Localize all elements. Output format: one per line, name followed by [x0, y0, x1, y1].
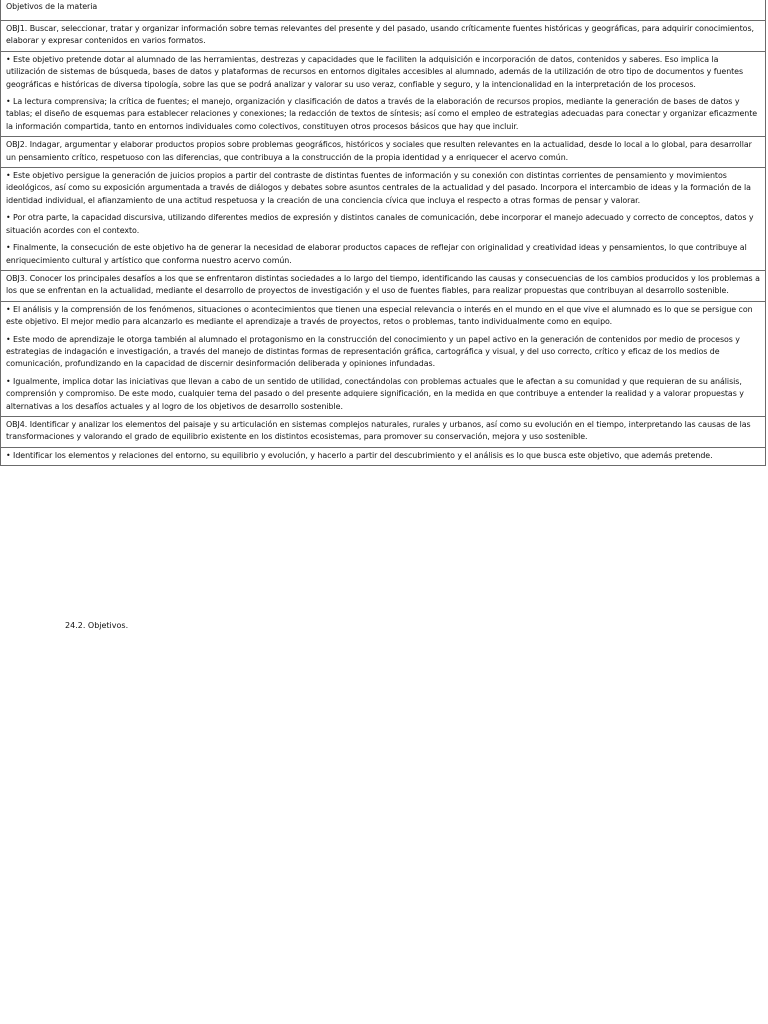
table-row [1, 137, 765, 168]
table-row [1, 417, 765, 448]
table-header [1, 0, 765, 21]
table-row [1, 21, 765, 52]
objectives-table [0, 0, 766, 466]
table-row [1, 271, 765, 302]
table-row [1, 302, 765, 417]
objective-2: OBJ2. Indagar, argumentar y elaborar productos propios sobre problemas geográficos, históricos y sociales que resulten relevantes en la actualidad, desde lo local a lo global, para desarrollar un pensamiento crítico, respetuoso con las diferencias, que contribuya a la construcción de la propia identidad y a enriquecer el acervo común. [6, 140, 752, 162]
objective-4-detail-1: • Identificar los elementos y relaciones del entorno, su equilibrio y evolución, y hacerlo a partir del descubrimiento y el análisis es lo que busca este objetivo, que además pretende. [6, 450, 713, 460]
objective-3-detail-3: • Igualmente, implica dotar las iniciativas que llevan a cabo de un sentido de utilidad, conectándolas con problemas actuales que le afectan a su comunidad y que requieran de su análisis, comprensión y compromiso. De este modo, cualquier tema del pasado o del presente adquiere significación, en la medida en que contribuye a entender la realidad y a valorar propuestas y alternativas a los desafíos actuales y al logro de los objetivos de desarrollo sostenible. [6, 376, 744, 411]
objective-3: OBJ3. Conocer los principales desafíos a los que se enfrentaron distintas sociedades a lo largo del tiempo, identificando las causas y consecuencias de los cambios producidos y los problemas a los que se enfrentan en la actualidad, mediante el desarrollo de proyectos de investigación y el uso de fuentes fiables, para realizar propuestas que contribuyan al desarrollo sostenible. [6, 273, 760, 296]
objective-1-detail-1: • Este objetivo pretende dotar al alumnado de las herramientas, destrezas y capacidades que le faciliten la adquisición e incorporación de datos, contenidos y saberes. Eso implica la utilización de sistemas de búsqueda, bases de datos y plataformas de recursos en entornos digitales accesibles al alumnado, además de la utilización de otro tipo de documentos y fuentes geográficas e históricas de diversa tipología, sobre las que se podrá analizar y valorar su uso veraz, confiable y seguro, y la intencionalidad en la interpretación de los procesos. [6, 54, 744, 89]
table-header-label: Objetivos de la materia [6, 2, 98, 11]
objective-4: OBJ4. Identificar y analizar los elementos del paisaje y su articulación en sistemas complejos naturales, rurales y urbanos, así como su evolución en el tiempo, interpretando las causas de las transformaciones y valorando el grado de equilibrio existente en los distintos ecosistemas, para promover su conservación, mejora y uso sostenible. [6, 419, 751, 442]
table-row [1, 168, 765, 271]
figure-caption: 24.2. Objetivos. [65, 621, 129, 630]
objective-2-detail-3: • Finalmente, la consecución de este objetivo ha de generar la necesidad de elaborar productos capaces de reflejar con originalidad y creatividad ideas y pensamientos, lo que contribuye al enriquecimiento cultural y artístico que conforma nuestro acervo común. [6, 243, 747, 265]
objective-3-detail-1: • El análisis y la comprensión de los fenómenos, situaciones o acontecimientos que tienen una especial relevancia o interés en el mundo en el que vive el alumnado es lo que se persigue con este objetivo. El mejor medio para alcanzarlo es mediante el aprendizaje a través de proyectos, retos o problemas, tanto individualmente como en equipo. [6, 304, 753, 327]
table-row [1, 52, 765, 137]
objective-3-detail-2: • Este modo de aprendizaje le otorga también al alumnado el protagonismo en la construcción del conocimiento y un papel activo en la generación de contenidos por medio de procesos y estrategias de indagación e investigación, a través del manejo de distintas formas de representación gráfica, cartográfica y visual, y del uso correcto, crítico y eficaz de los medios de comunicación, profundizando en la capacidad de discernir desinformación deliberada y opiniones infundadas. [6, 334, 740, 369]
table-row [1, 448, 765, 466]
objective-2-detail-2: • Por otra parte, la capacidad discursiva, utilizando diferentes medios de expresión y distintos canales de comunicación, debe incorporar el manejo adecuado y correcto de conceptos, datos y situación acordes con el contexto. [6, 213, 754, 235]
objective-1: OBJ1. Buscar, seleccionar, tratar y organizar información sobre temas relevantes del presente y del pasado, usando críticamente fuentes históricas y geográficas, para adquirir conocimientos, elaborar y expresar contenidos en varios formatos. [6, 24, 754, 46]
objective-2-detail-1: • Este objetivo persigue la generación de juicios propios a partir del contraste de distintas fuentes de información y su conexión con distintas corrientes de pensamiento y movimientos ideológicos, así como su exposición argumentada a través de diálogos y debates sobre asuntos centrales de la actualidad y del pasado. Incorpora el intercambio de ideas y la formación de la identidad individual, el afianzamiento de una actitud respetuosa y la creación de una conciencia cívica que incluya el respecto a otras formas de pensar y valorar. [6, 171, 751, 205]
objective-1-detail-2: • La lectura comprensiva; la crítica de fuentes; el manejo, organización y clasificación de datos a través de la elaboración de recursos propios, mediante la generación de bases de datos y tablas; el diseño de esquemas para establecer relaciones y conexiones; la redacción de textos de síntesis; así como el empleo de estrategias adecuadas para conectar y organizar eficazmente la información compartida, tanto en entornos individuales como colectivos, constituyen otros procesos básicos que hay que incluir. [6, 97, 758, 131]
